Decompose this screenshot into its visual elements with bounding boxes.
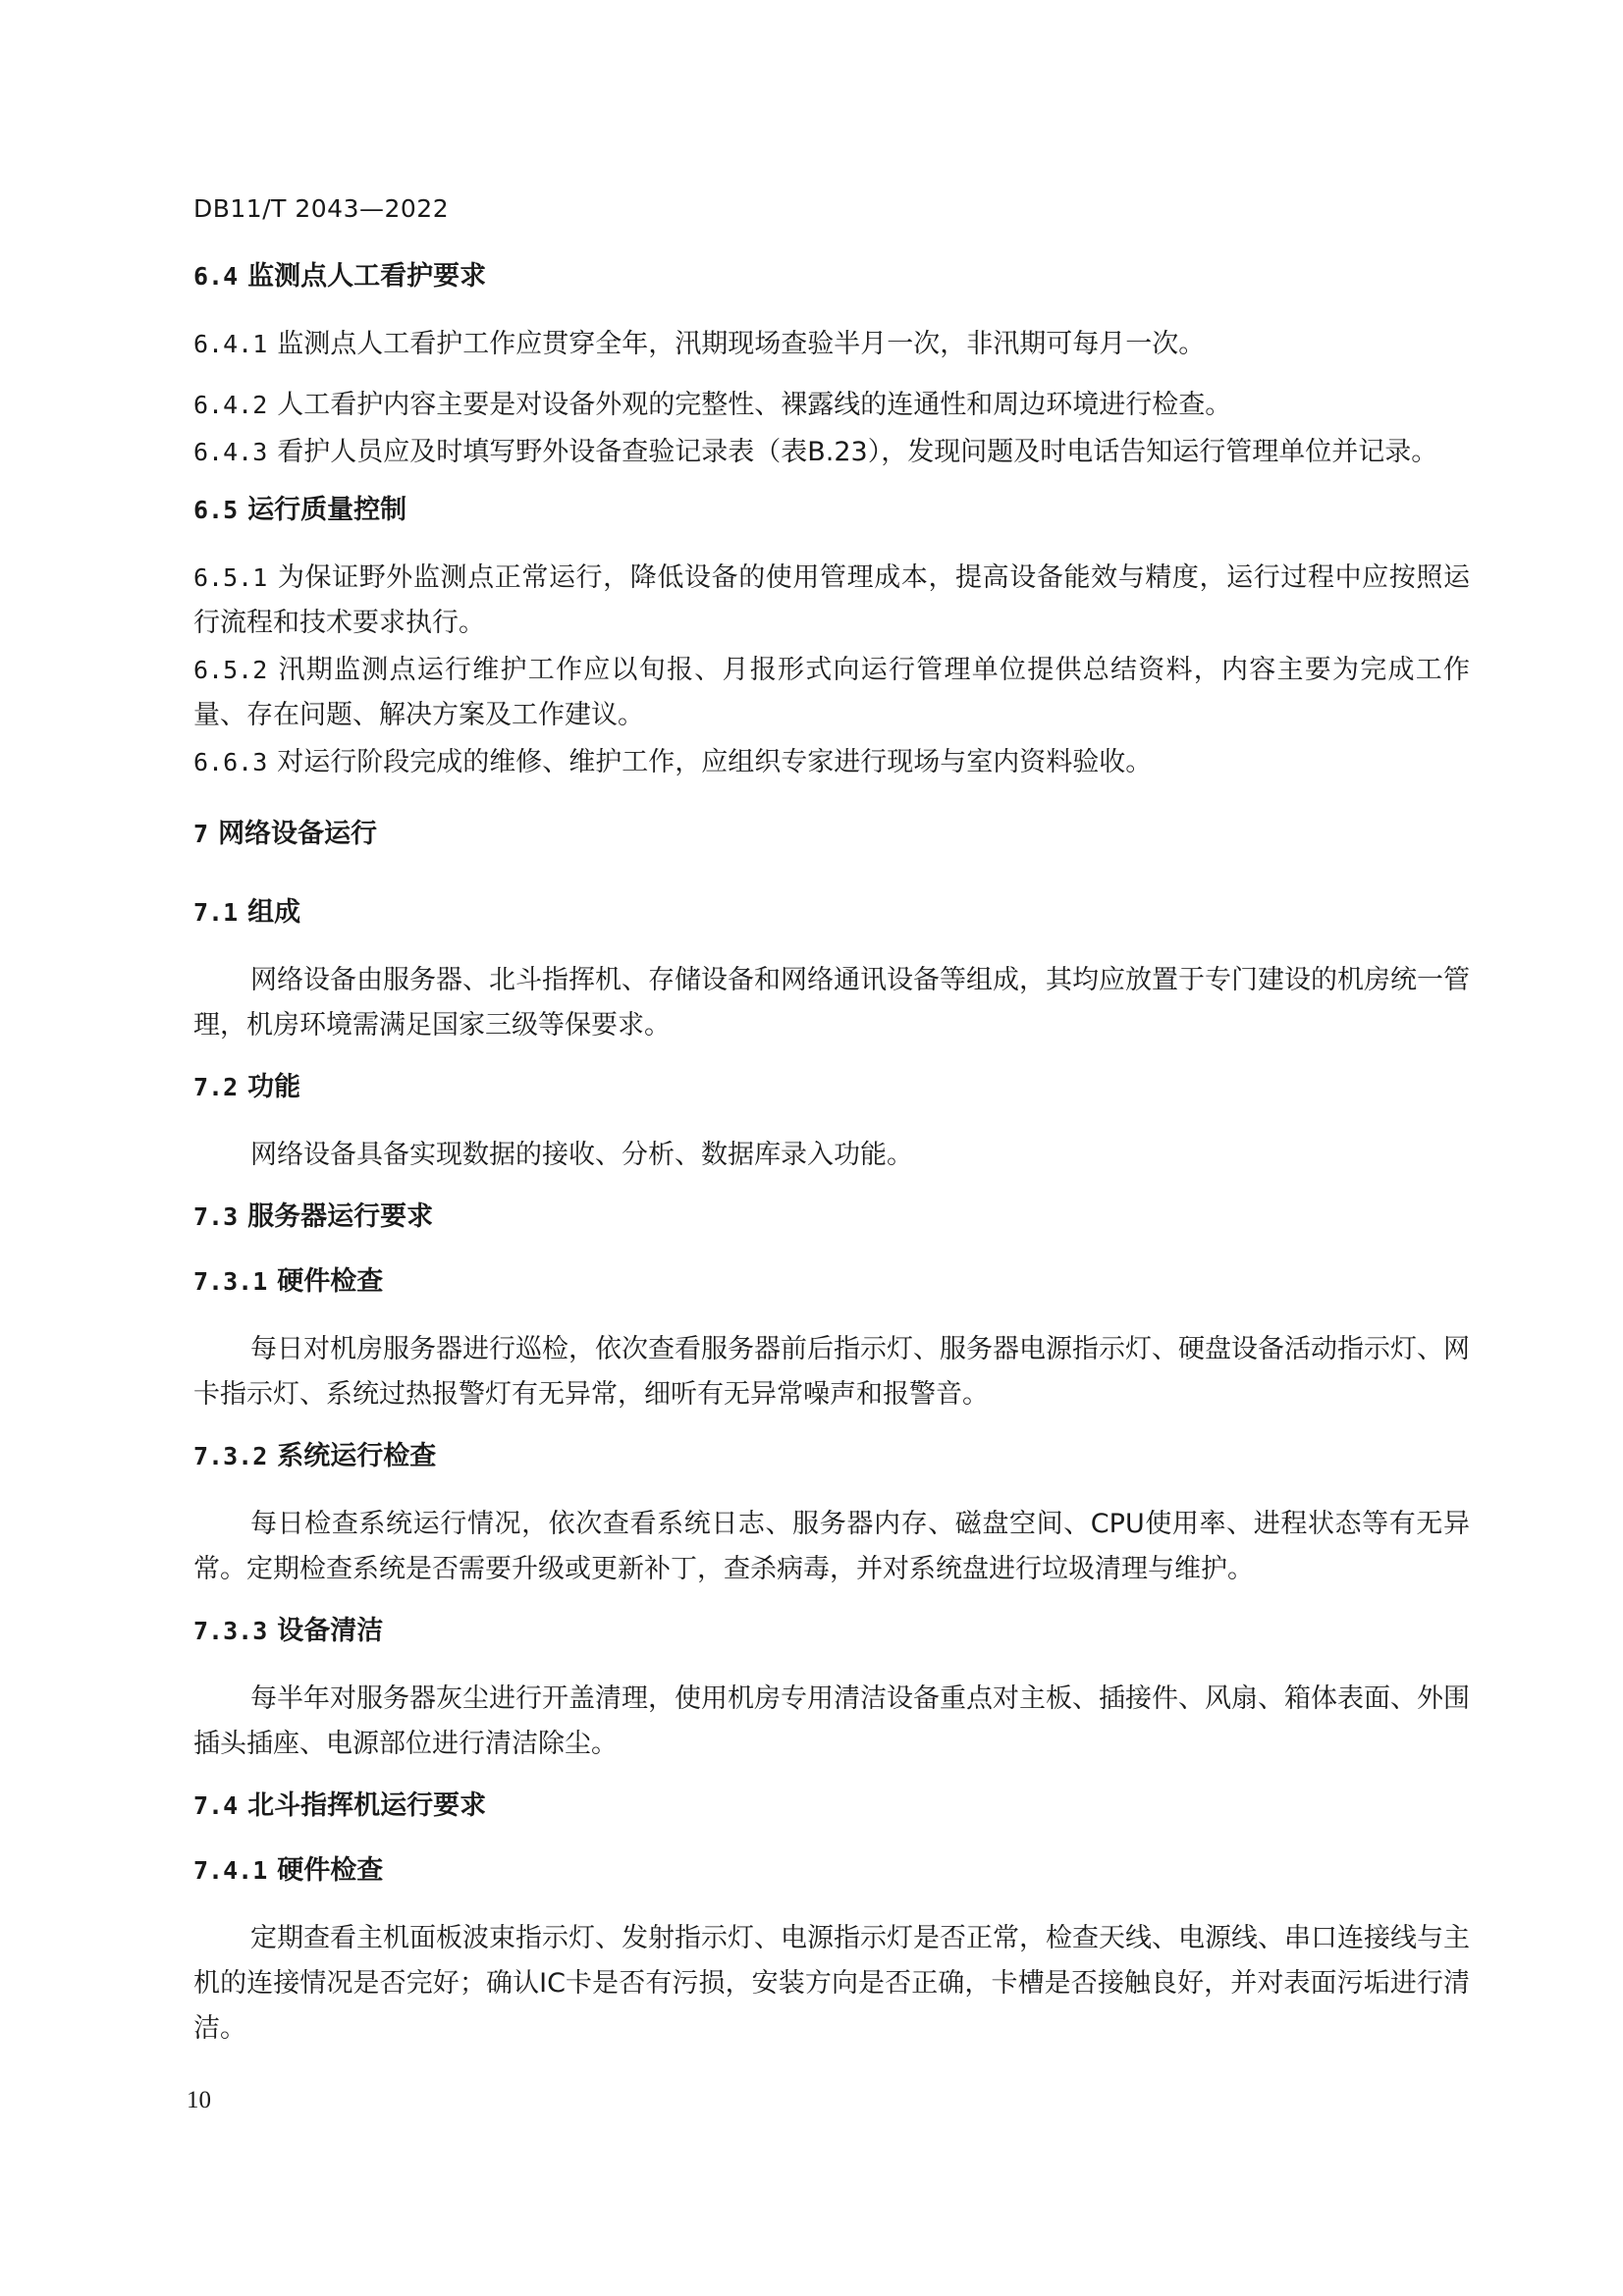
clause-text: 为保证野外监测点正常运行，降低设备的使用管理成本，提高设备能效与精度，运行过程中应按照运行流程和技术要求执行。: [193, 562, 1470, 638]
clause-number: 6.6.3: [193, 748, 268, 776]
section-heading-6-4: [193, 257, 1470, 296]
section-number: 7.3.1: [193, 1267, 268, 1296]
clause-text: 对运行阶段完成的维修、维护工作，应组织专家进行现场与室内资料验收。: [277, 747, 1153, 777]
section-heading-7-3-3: [193, 1612, 1470, 1651]
section-number: 7.4: [193, 1791, 239, 1820]
section-heading-7-3-1: [193, 1262, 1470, 1302]
chapter-heading-7: [193, 815, 1470, 854]
chapter-title: 网络设备运行: [218, 819, 378, 849]
section-heading-7-4: [193, 1787, 1470, 1826]
clause-6-6-3: [193, 740, 1470, 785]
section-heading-7-2: [193, 1068, 1470, 1107]
page-number: 10: [187, 2087, 211, 2113]
clause-6-4-1: [193, 322, 1470, 367]
section-number: 7.4.1: [193, 1856, 268, 1885]
clause-number: 6.5.1: [193, 563, 268, 592]
section-text-7-3-2: 每日检查系统运行情况，依次查看系统日志、服务器内存、磁盘空间、CPU使用率、进程状态等有无异常。定期检查系统是否需要升级或更新补丁，查杀病毒，并对系统盘进行垃圾清理与维护。: [193, 1509, 1470, 1584]
section-title: 服务器运行要求: [247, 1201, 434, 1232]
clause-number: 6.4.2: [193, 391, 268, 419]
section-number: 7.1: [193, 898, 239, 927]
section-heading-7-4-1: [193, 1851, 1470, 1891]
section-number: 7.3.3: [193, 1617, 268, 1645]
document-body: [193, 257, 1470, 2071]
section-title: 监测点人工看护要求: [247, 261, 487, 292]
clause-text: 看护人员应及时填写野外设备查验记录表（表B.23），发现问题及时电话告知运行管理单位并记录。: [277, 437, 1438, 467]
clause-number: 6.5.2: [193, 656, 268, 684]
section-title: 硬件检查: [277, 1855, 384, 1886]
clause-text: 人工看护内容主要是对设备外观的完整性、裸露线的连通性和周边环境进行检查。: [277, 390, 1232, 420]
section-text-7-1: 网络设备由服务器、北斗指挥机、存储设备和网络通讯设备等组成，其均应放置于专门建设的机房统一管理，机房环境需满足国家三级等保要求。: [193, 965, 1470, 1041]
section-title: 运行质量控制: [247, 495, 407, 525]
clause-number: 6.4.1: [193, 330, 268, 358]
section-text-7-3-3: 每半年对服务器灰尘进行开盖清理，使用机房专用清洁设备重点对主板、插接件、风扇、箱体表面、外围插头插座、电源部位进行清洁除尘。: [193, 1683, 1470, 1759]
section-title: 北斗指挥机运行要求: [247, 1790, 487, 1821]
section-title: 系统运行检查: [277, 1441, 437, 1471]
section-title: 组成: [247, 897, 301, 928]
section-text-7-3-1: 每日对机房服务器进行巡检，依次查看服务器前后指示灯、服务器电源指示灯、硬盘设备活动指示灯、网卡指示灯、系统过热报警灯有无异常，细听有无异常噪声和报警音。: [193, 1334, 1470, 1410]
section-heading-7-1: [193, 893, 1470, 933]
document-code: DB11/T 2043—2022: [193, 194, 450, 223]
clause-text: 监测点人工看护工作应贯穿全年，汛期现场查验半月一次，非汛期可每月一次。: [277, 329, 1206, 359]
section-heading-7-3-2: [193, 1437, 1470, 1476]
section-number: 6.4: [193, 262, 239, 291]
clause-6-4-2: [193, 383, 1470, 428]
chapter-number: 7: [193, 820, 209, 848]
section-title: 硬件检查: [277, 1266, 384, 1297]
clause-6-4-3: [193, 430, 1470, 475]
section-title: 设备清洁: [277, 1616, 384, 1646]
section-number: 7.2: [193, 1073, 239, 1101]
section-title: 功能: [247, 1072, 301, 1102]
section-number: 7.3: [193, 1202, 239, 1231]
section-number: 6.5: [193, 496, 239, 524]
clause-6-5-2: [193, 648, 1470, 738]
section-text-7-4-1: 定期查看主机面板波束指示灯、发射指示灯、电源指示灯是否正常，检查天线、电源线、串口连接线与主机的连接情况是否完好；确认IC卡是否有污损，安装方向是否正确，卡槽是否接触良好，并对表面污垢进行清洁。: [193, 1923, 1470, 2044]
clause-text: 汛期监测点运行维护工作应以旬报、月报形式向运行管理单位提供总结资料，内容主要为完成工作量、存在问题、解决方案及工作建议。: [193, 655, 1470, 730]
section-heading-7-3: [193, 1198, 1470, 1237]
clause-6-5-1: [193, 556, 1470, 646]
clause-number: 6.4.3: [193, 438, 268, 466]
section-number: 7.3.2: [193, 1442, 268, 1470]
section-heading-6-5: [193, 491, 1470, 530]
section-text-7-2: 网络设备具备实现数据的接收、分析、数据库录入功能。: [250, 1140, 913, 1170]
